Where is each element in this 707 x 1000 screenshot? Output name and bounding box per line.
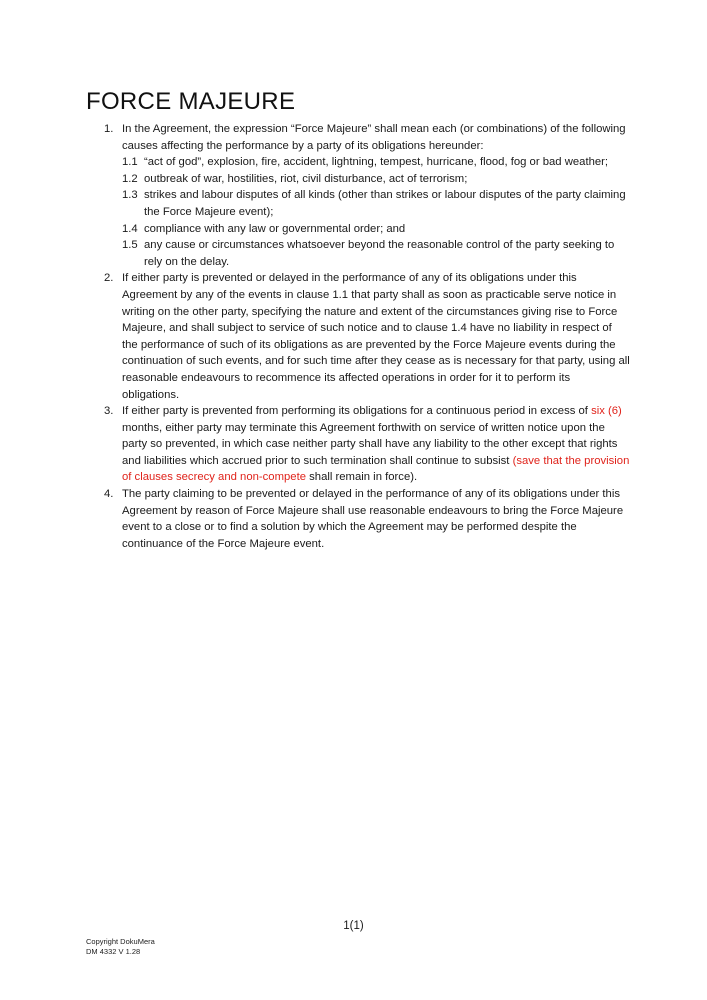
subclause-number: 1.3 xyxy=(122,189,138,202)
footer-doc-id: DM 4332 V 1.28 xyxy=(86,947,141,956)
clause-text-part: shall remain in force). xyxy=(306,471,418,484)
subclause-number: 1.5 xyxy=(122,239,138,252)
highlighted-term-period: six (6) xyxy=(591,405,622,418)
subclause-number: 1.4 xyxy=(122,222,138,235)
clause-number: 1. xyxy=(104,123,114,135)
clause-text: If either party is prevented or delayed in the performance of any of its obligations under this Agreement by any of the events in clause 1.1 that party shall as soon as practicable serve notice in writing on the other party, specifying the nature and extent of the circumstances giving rise to Force Majeure, and shall subject to service of such notice and to clause 1.4 have no liability in respect of the performance of such of its obligations as are prevented by the Force Majeure events during the continuation of such events, and for such time after they cease as is necessary for that party, using all reasonable endeavours to recommence its affected operations in order for it to perform its obligations. xyxy=(122,272,630,401)
clause-2 xyxy=(100,270,630,403)
footer xyxy=(86,937,155,957)
clause-text-part: months, either party may terminate this Agreement forthwith on service of written notice upon the party so prevented, in which case neither party shall have any liability to the other except that rights and liabilities which accrued prior to such termination shall continue to subsist xyxy=(122,421,618,467)
clause-text: The party claiming to be prevented or delayed in the performance of any of its obligations under this Agreement by reason of Force Majeure shall use reasonable endeavours to bring the Force Majeure event to a close or to find a solution by which the Agreement may be performed despite the continuance of the Force Majeure event. xyxy=(122,488,624,550)
clause-4 xyxy=(100,486,630,552)
subclause-1-4 xyxy=(122,221,630,238)
highlighted-term-provision: (save that the provision of clauses secrecy and non-compete xyxy=(122,454,630,484)
subclause-text: outbreak of war, hostilities, riot, civil disturbance, act of terrorism; xyxy=(144,172,468,185)
subclause-text: any cause or circumstances whatsoever beyond the reasonable control of the party seeking to rely on the delay. xyxy=(144,239,615,268)
subclause-1-2 xyxy=(122,171,630,188)
subclause-list xyxy=(122,154,630,270)
clause-text-part: If either party is prevented from performing its obligations for a continuous period in excess of xyxy=(122,405,592,418)
subclause-text: compliance with any law or governmental order; and xyxy=(144,222,406,235)
clause-text: In the Agreement, the expression “Force Majeure” shall mean each (or combinations) of the following causes affecting the performance by a party of its obligations hereunder: xyxy=(122,123,626,152)
page-number: 1(1) xyxy=(343,920,364,932)
clause-number: 3. xyxy=(104,405,114,418)
subclause-1-5 xyxy=(122,237,630,270)
clause-number: 4. xyxy=(104,488,114,501)
subclause-1-3 xyxy=(122,187,630,220)
clause-list xyxy=(100,121,630,552)
footer-copyright: Copyright DokuMera xyxy=(86,937,155,946)
clause-number: 2. xyxy=(104,272,114,285)
subclause-number: 1.1 xyxy=(122,156,138,169)
subclause-number: 1.2 xyxy=(122,172,138,185)
clause-1 xyxy=(100,121,630,270)
subclause-text: strikes and labour disputes of all kinds (other than strikes or labour disputes of the party claiming the Force Majeure event); xyxy=(144,189,626,218)
clause-3 xyxy=(100,403,630,486)
subclause-text: “act of god”, explosion, fire, accident, lightning, tempest, hurricane, flood, fog or bad weather; xyxy=(144,156,609,169)
subclause-1-1 xyxy=(122,154,630,171)
document-title: FORCE MAJEURE xyxy=(86,88,296,115)
